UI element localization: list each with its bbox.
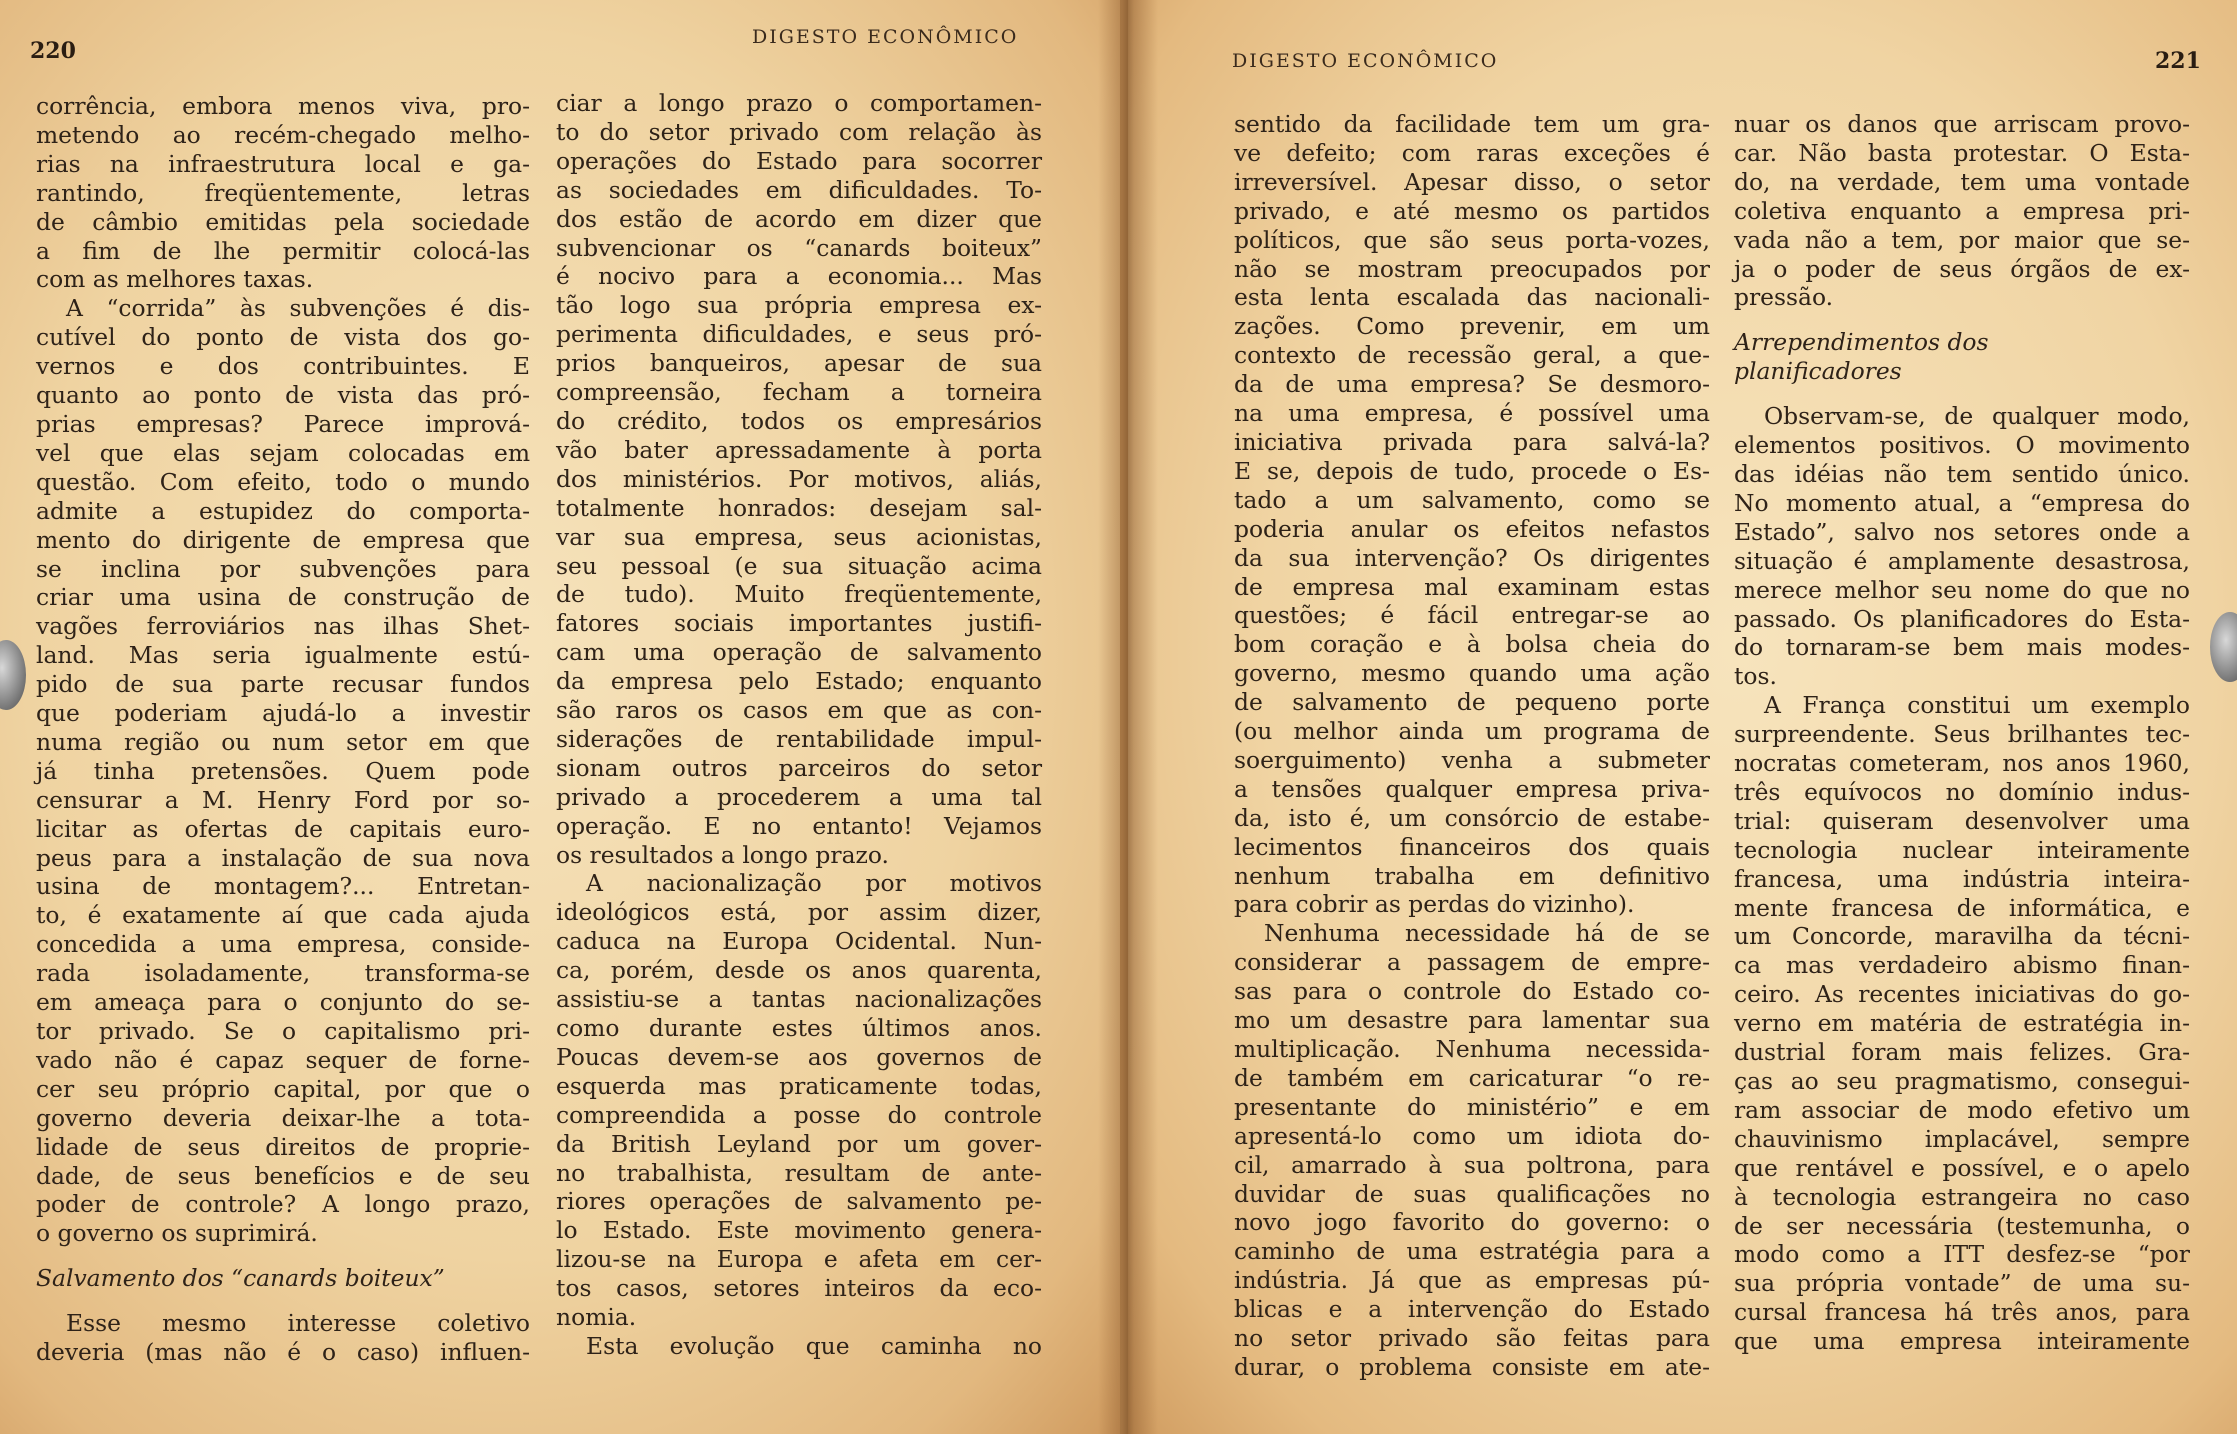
text-line: lizou-se na Europa e afeta em cer-	[556, 1245, 1042, 1274]
right-page	[1128, 0, 2237, 1434]
text-line: A França constitui um exemplo	[1764, 691, 2190, 720]
text-line: censurar a M. Henry Ford por so-	[36, 785, 530, 814]
text-line: E se, depois de tudo, procede o Es-	[1234, 456, 1710, 485]
text-line: tos casos, setores inteiros da eco-	[556, 1274, 1042, 1303]
text-line: multiplicação. Nenhuma necessida-	[1234, 1035, 1710, 1063]
right-page-column-1	[1234, 110, 1710, 1382]
text-line: perimenta dificuldades, e seus pró-	[556, 320, 1042, 349]
text-line: usina de montagem?... Entretan-	[36, 872, 530, 901]
text-line: esquerda mas praticamente todas,	[556, 1071, 1042, 1100]
text-line: surpreendente. Seus brilhantes tec-	[1734, 720, 2190, 749]
text-line: assistiu-se a tantas nacionalizações	[556, 985, 1042, 1014]
text-line: tado a um salvamento, como se	[1234, 485, 1710, 514]
text-line: ceiro. As recentes iniciativas do go-	[1734, 980, 2190, 1009]
section-heading-line: planificadores	[1734, 357, 1902, 386]
text-line: da, isto é, um consórcio de estabe-	[1234, 803, 1710, 832]
text-line: não se mostram preocupados por	[1234, 254, 1710, 283]
text-line: Esse mesmo interesse coletivo	[66, 1309, 530, 1338]
text-line: sentido da facilidade tem um gra-	[1234, 110, 1710, 138]
text-line: caminho de uma estratégia para a	[1234, 1237, 1710, 1266]
running-head: DIGESTO ECONÔMICO	[752, 26, 1019, 48]
text-line: blicas e a intervenção do Estado	[1234, 1295, 1710, 1324]
paragraph-gap	[1734, 386, 2190, 402]
text-line: elementos positivos. O movimento	[1734, 431, 2190, 460]
text-line: sas para o controle do Estado co-	[1234, 977, 1710, 1006]
text-line: cam uma operação de salvamento	[556, 638, 1042, 667]
text-line: de tudo). Muito freqüentemente,	[556, 580, 1042, 609]
text-line: quanto ao ponto de vista das pró-	[36, 381, 530, 410]
section-heading-line: Salvamento dos “canards boiteux”	[36, 1264, 445, 1293]
text-line: durar, o problema consiste em ate-	[1234, 1352, 1710, 1381]
text-line: pido de sua parte recusar fundos	[36, 670, 530, 699]
text-line: as sociedades em dificuldades. To-	[556, 175, 1042, 204]
text-line: três equívocos no domínio indus-	[1734, 777, 2190, 806]
text-line: Observam-se, de qualquer modo,	[1764, 402, 2190, 431]
text-line: nocratas cometeram, nos anos 1960,	[1734, 749, 2190, 778]
paragraph-gap	[36, 1248, 530, 1264]
left-page-column-2	[556, 89, 1042, 1361]
text-line: mo um desastre para lamentar sua	[1234, 1006, 1710, 1035]
text-line: na uma empresa, é possível uma	[1234, 399, 1710, 428]
text-line: questão. Com efeito, todo o mundo	[36, 467, 530, 496]
text-line: rantindo, freqüentemente, letras	[36, 178, 530, 207]
text-line: privado a procederem a uma tal	[556, 782, 1042, 811]
text-line: o governo os suprimirá.	[36, 1219, 318, 1248]
text-line: compreendida a posse do controle	[556, 1100, 1042, 1129]
text-line: ca, porém, desde os anos quarenta,	[556, 956, 1042, 985]
text-line: compreensão, fecham a torneira	[556, 378, 1042, 407]
text-line: concedida a uma empresa, conside-	[36, 930, 530, 959]
text-line: deveria (mas não é o caso) influen-	[36, 1338, 530, 1367]
text-line: rias na infraestrutura local e ga-	[36, 149, 530, 178]
text-line: do crédito, todos os empresários	[556, 406, 1042, 435]
text-line: que uma empresa inteiramente	[1734, 1327, 2190, 1356]
text-line: que poderiam ajudá-lo a investir	[36, 699, 530, 728]
text-line: Estado”, salvo nos setores onde a	[1734, 517, 2190, 546]
text-line: peus para a instalação de sua nova	[36, 843, 530, 872]
text-line: prios banqueiros, apesar de sua	[556, 349, 1042, 378]
text-line: de câmbio emitidas pela sociedade	[36, 207, 530, 236]
text-line: já tinha pretensões. Quem pode	[36, 756, 530, 785]
text-line: poder de controle? A longo prazo,	[36, 1190, 530, 1219]
text-line: operações do Estado para socorrer	[556, 146, 1042, 175]
left-page-column-1	[36, 92, 530, 1367]
text-line: das idéias não tem sentido único.	[1734, 459, 2190, 488]
text-line: os resultados a longo prazo.	[556, 840, 889, 869]
text-line: riores operações de salvamento pe-	[556, 1187, 1042, 1216]
text-line: operação. E no entanto! Vejamos	[556, 811, 1042, 840]
text-line: passado. Os planificadores do Esta-	[1734, 604, 2190, 633]
text-line: car. Não basta protestar. O Esta-	[1734, 138, 2190, 167]
text-line: do, na verdade, tem uma vontade	[1734, 167, 2190, 196]
text-line: var sua empresa, seus acionistas,	[556, 522, 1042, 551]
text-line: totalmente honrados: desejam sal-	[556, 493, 1042, 522]
text-line: cer seu próprio capital, por que o	[36, 1074, 530, 1103]
page-number: 221	[2155, 48, 2201, 74]
text-line: siderações de rentabilidade impul-	[556, 724, 1042, 753]
text-line: como durante estes últimos anos.	[556, 1014, 1042, 1042]
text-line: soerguimento) venha a submeter	[1234, 745, 1710, 774]
text-line: dade, de seus benefícios e de seu	[36, 1161, 530, 1190]
text-line: ja o poder de seus órgãos de ex-	[1734, 254, 2190, 283]
text-line: ve defeito; com raras exceções é	[1234, 138, 1710, 167]
text-line: zações. Como prevenir, em um	[1234, 312, 1710, 341]
text-line: cil, amarrado à sua poltrona, para	[1234, 1150, 1710, 1179]
text-line: tor privado. Se o capitalismo pri-	[36, 1017, 530, 1045]
text-line: tão logo sua própria empresa ex-	[556, 291, 1042, 320]
text-line: presentante do ministério” e em	[1234, 1092, 1710, 1121]
text-line: ciar a longo prazo o comportamen-	[556, 89, 1042, 117]
text-line: governo, mesmo quando uma ação	[1234, 659, 1710, 688]
text-line: para cobrir as perdas do vizinho).	[1234, 890, 1635, 919]
text-line: nuar os danos que arriscam provo-	[1734, 110, 2190, 138]
text-line: A nacionalização por motivos	[586, 869, 1042, 898]
text-line: tecnologia nuclear inteiramente	[1734, 835, 2190, 864]
text-line: vel que elas sejam colocadas em	[36, 438, 530, 467]
text-line: dustrial foram mais felizes. Gra-	[1734, 1038, 2190, 1067]
section-heading-line: Arrependimentos dos	[1734, 328, 1989, 357]
text-line: to, é exatamente aí que cada ajuda	[36, 901, 530, 930]
text-line: são raros os casos em que as con-	[556, 696, 1042, 725]
page-number: 220	[30, 38, 76, 64]
text-line: tos.	[1734, 662, 1777, 691]
text-line: em ameaça para o conjunto do se-	[36, 988, 530, 1017]
text-line: pressão.	[1734, 283, 1834, 312]
text-line: de empresa mal examinam estas	[1234, 572, 1710, 601]
paragraph-gap	[36, 1293, 530, 1309]
text-line: da British Leyland por um gover-	[556, 1129, 1042, 1158]
text-line: indústria. Já que as empresas pú-	[1234, 1266, 1710, 1295]
text-line: vagões ferroviários nas ilhas Shet-	[36, 612, 530, 641]
text-line: sua própria vontade” de uma su-	[1734, 1269, 2190, 1298]
text-line: da de uma empresa? Se desmoro-	[1234, 370, 1710, 399]
text-line: políticos, que são seus porta-vozes,	[1234, 225, 1710, 254]
text-line: cursal francesa há três anos, para	[1734, 1298, 2190, 1327]
text-line: land. Mas seria igualmente estú-	[36, 641, 530, 670]
text-line: da empresa pelo Estado; enquanto	[556, 667, 1042, 696]
text-line: lo Estado. Este movimento genera-	[556, 1216, 1042, 1245]
text-line: iniciativa privada para salvá-la?	[1234, 427, 1710, 456]
text-line: irreversível. Apesar disso, o setor	[1234, 167, 1710, 196]
text-line: numa região ou num setor em que	[36, 727, 530, 756]
text-line: nomia.	[556, 1303, 637, 1332]
text-line: nenhum trabalha em definitivo	[1234, 861, 1710, 890]
text-line: situação é amplamente desastrosa,	[1734, 546, 2190, 575]
running-head: DIGESTO ECONÔMICO	[1232, 50, 1499, 72]
text-line: ram associar de modo efetivo um	[1734, 1095, 2190, 1124]
text-line: (ou melhor ainda um programa de	[1234, 717, 1710, 746]
text-line: de ser necessária (testemunha, o	[1734, 1211, 2190, 1240]
text-line: questões; é fácil entregar-se ao	[1234, 601, 1710, 630]
text-line: subvencionar os “canards boiteux”	[556, 233, 1042, 262]
text-line: licitar as ofertas de capitais euro-	[36, 814, 530, 843]
text-line: com as melhores taxas.	[36, 265, 314, 294]
text-line: apresentá-lo como um idiota do-	[1234, 1121, 1710, 1150]
text-line: seu pessoal (e sua situação acima	[556, 551, 1042, 580]
text-line: considerar a passagem de empre-	[1234, 948, 1710, 977]
text-line: rada isoladamente, transforma-se	[36, 959, 530, 988]
text-line: esta lenta escalada das nacionali-	[1234, 283, 1710, 312]
text-line: dos estão de acordo em dizer que	[556, 204, 1042, 233]
text-line: francesa, uma indústria inteira-	[1734, 864, 2190, 893]
paragraph-gap	[1734, 312, 2190, 328]
text-line: modo como a ITT desfez-se “por	[1734, 1240, 2190, 1269]
right-page-column-2	[1734, 110, 2190, 1356]
text-line: poderia anular os efeitos nefastos	[1234, 514, 1710, 543]
text-line: ças ao seu pragmatismo, consegui-	[1734, 1067, 2190, 1095]
text-line: de também em caricaturar “o re-	[1234, 1063, 1710, 1092]
text-line: trial: quiseram desenvolver uma	[1734, 806, 2190, 835]
text-line: admite a estupidez do comporta-	[36, 496, 530, 525]
text-line: chauvinismo implacável, sempre	[1734, 1124, 2190, 1153]
text-line: fatores sociais importantes justifi-	[556, 609, 1042, 638]
text-line: contexto de recessão geral, a que-	[1234, 341, 1710, 370]
text-line: metendo ao recém-chegado melho-	[36, 120, 530, 149]
text-line: no trabalhista, resultam de ante-	[556, 1158, 1042, 1187]
text-line: a tensões qualquer empresa priva-	[1234, 774, 1710, 803]
text-line: vernos e dos contribuintes. E	[36, 352, 530, 381]
text-line: prias empresas? Parece imprová-	[36, 409, 530, 438]
text-line: da sua intervenção? Os dirigentes	[1234, 543, 1710, 572]
text-line: vada não a tem, por maior que se-	[1734, 225, 2190, 254]
text-line: à tecnologia estrangeira no caso	[1734, 1182, 2190, 1211]
text-line: um Concorde, maravilha da técni-	[1734, 922, 2190, 951]
text-line: no setor privado são feitas para	[1234, 1324, 1710, 1353]
text-line: de salvamento de pequeno porte	[1234, 688, 1710, 717]
text-line: dos ministérios. Por motivos, aliás,	[556, 464, 1042, 493]
text-line: privado, e até mesmo os partidos	[1234, 196, 1710, 225]
text-line: merece melhor seu nome do que no	[1734, 575, 2190, 604]
text-line: corrência, embora menos viva, pro-	[36, 92, 530, 120]
text-line: coletiva enquanto a empresa pri-	[1734, 196, 2190, 225]
book-gutter	[1098, 0, 1158, 1434]
text-line: caduca na Europa Ocidental. Nun-	[556, 927, 1042, 956]
text-line: to do setor privado com relação às	[556, 117, 1042, 146]
text-line: ca mas verdadeiro abismo finan-	[1734, 951, 2190, 980]
text-line: cutível do ponto de vista dos go-	[36, 323, 530, 352]
text-line: a fim de lhe permitir colocá-las	[36, 236, 530, 265]
text-line: se inclina por subvenções para	[36, 554, 530, 583]
text-line: verno em matéria de estratégia in-	[1734, 1009, 2190, 1038]
text-line: Poucas devem-se aos governos de	[556, 1042, 1042, 1071]
text-line: No momento atual, a “empresa do	[1734, 488, 2190, 517]
text-line: do tornaram-se bem mais modes-	[1734, 633, 2190, 662]
text-line: que rentável e possível, e o apelo	[1734, 1153, 2190, 1182]
text-line: vado não é capaz sequer de forne-	[36, 1045, 530, 1074]
text-line: Esta evolução que caminha no	[586, 1331, 1042, 1360]
text-line: Nenhuma necessidade há de se	[1264, 919, 1710, 948]
text-line: lecimentos financeiros dos quais	[1234, 832, 1710, 861]
text-line: bom coração e à bolsa cheia do	[1234, 630, 1710, 659]
text-line: mento do dirigente de empresa que	[36, 525, 530, 554]
text-line: ideológicos está, por assim dizer,	[556, 898, 1042, 927]
text-line: novo jogo favorito do governo: o	[1234, 1208, 1710, 1237]
text-line: A “corrida” às subvenções é dis-	[66, 294, 530, 323]
text-line: lidade de seus direitos de proprie-	[36, 1132, 530, 1161]
text-line: criar uma usina de construção de	[36, 583, 530, 612]
text-line: sionam outros parceiros do setor	[556, 753, 1042, 782]
text-line: mente francesa de informática, e	[1734, 893, 2190, 922]
text-line: vão bater apressadamente à porta	[556, 435, 1042, 464]
text-line: é nocivo para a economia... Mas	[556, 262, 1042, 291]
text-line: governo deveria deixar-lhe a tota-	[36, 1103, 530, 1132]
text-line: duvidar de suas qualificações no	[1234, 1179, 1710, 1208]
